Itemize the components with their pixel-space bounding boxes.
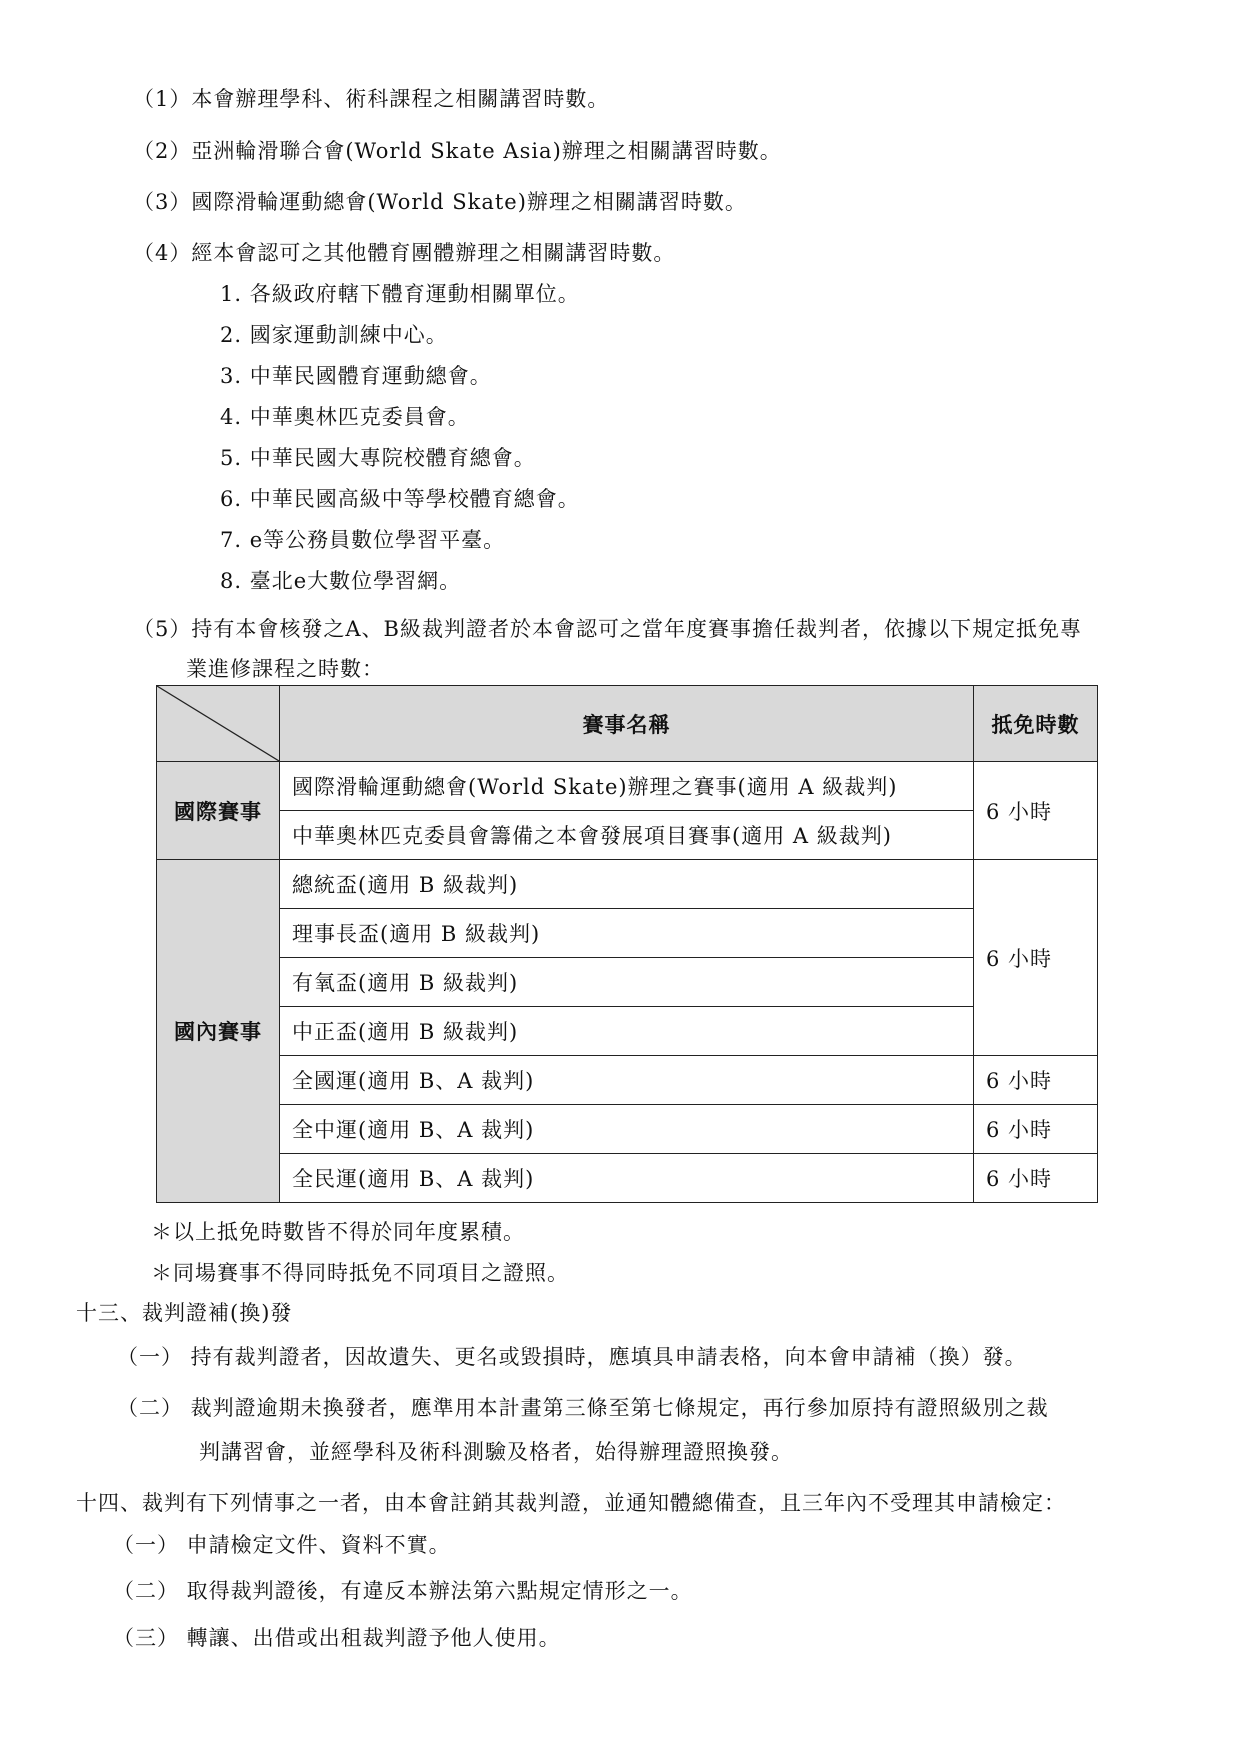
sub-list-item: 7. e等公務員數位學習平臺。: [220, 528, 506, 552]
table-row: [157, 1105, 1098, 1154]
table-row: [157, 762, 1098, 811]
table-row: [157, 811, 1098, 860]
event-name: 全中運(適用 B、A 裁判): [280, 1105, 974, 1154]
section-14-item: （三） 轉讓、出借或出租裁判證予他人使用。: [113, 1626, 561, 1650]
event-name: 全民運(適用 B、A 裁判): [280, 1154, 974, 1203]
diagonal-line: [157, 686, 279, 761]
hours-cell: 6 小時: [974, 1056, 1098, 1105]
section-13-para: （二） 裁判證逾期未換發者，應準用本計畫第三條至第七條規定，再行參加原持有證照級別之裁: [117, 1396, 1049, 1420]
list-item: （4）經本會認可之其他體育團體辦理之相關講習時數。: [133, 241, 676, 265]
table-row: [157, 909, 1098, 958]
sub-list-item: 2. 國家運動訓練中心。: [220, 323, 448, 347]
item5-line1: （5）持有本會核發之A、B級裁判證者於本會認可之當年度賽事擔任裁判者，依據以下規定抵免專: [133, 617, 1082, 641]
section-13-title: 十三、裁判證補(換)發: [76, 1301, 293, 1325]
note: ＊以上抵免時數皆不得於同年度累積。: [151, 1220, 525, 1244]
section-14-item: （一） 申請檢定文件、資料不實。: [113, 1533, 451, 1557]
sub-list-item: 5. 中華民國大專院校體育總會。: [220, 446, 536, 470]
table-row: [157, 1007, 1098, 1056]
list-item: （3）國際滑輪運動總會(World Skate)辦理之相關講習時數。: [133, 190, 747, 214]
sub-list-item: 4. 中華奧林匹克委員會。: [220, 405, 470, 429]
section-13-para-cont: 判講習會，並經學科及術科測驗及格者，始得辦理證照換發。: [199, 1440, 793, 1464]
event-name: 全國運(適用 B、A 裁判): [280, 1056, 974, 1105]
section-14-item: （二） 取得裁判證後，有違反本辦法第六點規定情形之一。: [113, 1579, 693, 1603]
hours-cell: 6 小時: [974, 860, 1098, 1056]
table-row: [157, 860, 1098, 909]
table-row: [157, 1056, 1098, 1105]
table-row: [157, 1154, 1098, 1203]
list-item: （2）亞洲輪滑聯合會(World Skate Asia)辦理之相關講習時數。: [133, 139, 782, 163]
note: ＊同場賽事不得同時抵免不同項目之證照。: [151, 1261, 569, 1285]
event-name: 有氧盃(適用 B 級裁判): [280, 958, 974, 1007]
header-hours: 抵免時數: [974, 686, 1098, 762]
event-name: 理事長盃(適用 B 級裁判): [280, 909, 974, 958]
event-name: 中正盃(適用 B 級裁判): [280, 1007, 974, 1056]
hours-cell: 6 小時: [974, 1154, 1098, 1203]
sub-list-item: 8. 臺北e大數位學習網。: [220, 569, 462, 593]
event-name: 總統盃(適用 B 級裁判): [280, 860, 974, 909]
section-14-title: 十四、裁判有下列情事之一者，由本會註銷其裁判證，並通知體總備查，且三年內不受理其申請檢定：: [76, 1491, 1066, 1515]
diagonal-header-cell: [157, 686, 280, 762]
event-name: 中華奧林匹克委員會籌備之本會發展項目賽事(適用 A 級裁判): [280, 811, 974, 860]
sub-list-item: 6. 中華民國高級中等學校體育總會。: [220, 487, 580, 511]
hours-cell: 6 小時: [974, 1105, 1098, 1154]
event-name: 國際滑輪運動總會(World Skate)辦理之賽事(適用 A 級裁判): [280, 762, 974, 811]
header-event-name: 賽事名稱: [280, 686, 974, 762]
exemption-table: [156, 685, 1098, 1203]
list-item: （1）本會辦理學科、術科課程之相關講習時數。: [133, 87, 610, 111]
item5-line2: 業進修課程之時數：: [186, 657, 384, 681]
category-domestic: 國內賽事: [157, 860, 280, 1203]
category-international: 國際賽事: [157, 762, 280, 860]
table-row: [157, 958, 1098, 1007]
section-13-para: （一） 持有裁判證者，因故遺失、更名或毀損時，應填具申請表格，向本會申請補（換）發。: [117, 1345, 1027, 1369]
table-header-row: [157, 686, 1098, 762]
sub-list-item: 1. 各級政府轄下體育運動相關單位。: [220, 282, 580, 306]
hours-cell: 6 小時: [974, 762, 1098, 860]
sub-list-item: 3. 中華民國體育運動總會。: [220, 364, 492, 388]
